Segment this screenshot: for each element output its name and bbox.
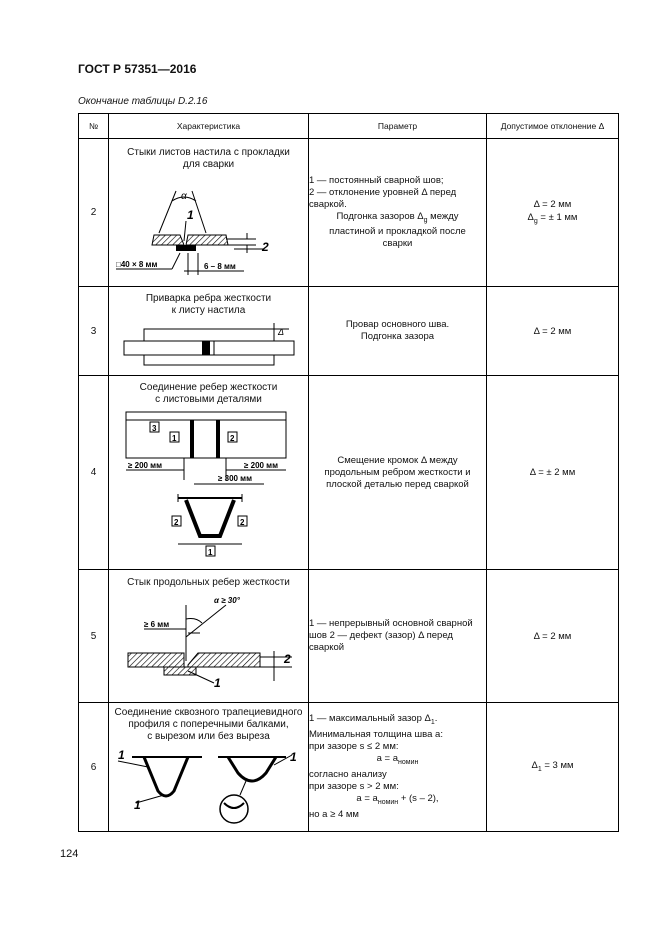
svg-text:≥ 6 мм: ≥ 6 мм (143, 620, 169, 629)
characteristic-cell (109, 703, 309, 832)
table-row (79, 703, 619, 832)
butt-joint-with-backing-diagram (114, 173, 304, 283)
parameter-cell: Провар основного шва. Подгонка зазора (309, 287, 487, 376)
stiffener-plate-connection-diagram (114, 408, 304, 568)
svg-text:1: 1 (171, 433, 176, 443)
tolerance-cell: Δ = 2 мм $\Delta_g$ = ± 1 мм (487, 139, 619, 287)
characteristic-title: Соединение сквозного трапециевидного профиля с поперечными балками, с вырезом или без выреза (114, 707, 303, 742)
parameter-cell: 1 — непрерывный основной сварной шов 2 — дефект (зазор) Δ перед сваркой (309, 570, 487, 703)
col-header-parameter: Параметр (309, 114, 487, 139)
row-number: 2 (79, 139, 109, 287)
characteristic-cell (109, 139, 309, 287)
longitudinal-stiffener-joint-diagram (114, 591, 304, 699)
svg-text:1: 1 (186, 207, 194, 222)
svg-text:6 – 8 мм: 6 – 8 мм (203, 261, 236, 271)
svg-text:2: 2 (229, 433, 234, 443)
svg-text:1: 1 (213, 676, 221, 690)
characteristics-table (78, 113, 619, 832)
characteristic-cell (109, 570, 309, 703)
characteristic-cell (109, 376, 309, 570)
trapezoid-profile-connection-diagram (114, 745, 304, 831)
svg-text:≥ 300 мм: ≥ 300 мм (217, 473, 252, 483)
svg-text:≥ 200 мм: ≥ 200 мм (127, 460, 162, 470)
svg-text:2: 2 (283, 652, 291, 666)
parameter-cell: 1 — максимальный зазор $\Delta_1$. Минимальная толщина шва a: при зазоре s ≤ 2 мм: $a = a_{номин}$ согласно анализу при зазоре s > 2 мм: $a = a_{номин} + (s - 2)$, но a ≥ 4 мм (309, 703, 487, 832)
parameter-cell: Смещение кромок Δ между продольным ребром жесткости и плоской деталью перед сваркой (309, 376, 487, 570)
col-header-characteristic: Характеристика (109, 114, 309, 139)
table-row (79, 139, 619, 287)
svg-text:α ≥ 30°: α ≥ 30° (213, 596, 240, 605)
svg-text:2: 2 (261, 239, 269, 254)
row-number: 3 (79, 287, 109, 376)
col-header-number: № (79, 114, 109, 139)
svg-text:2: 2 (239, 517, 244, 527)
svg-text:Δ: Δ (277, 327, 284, 337)
parameter-cell: 1 — постоянный сварной шов; 2 — отклонение уровней Δ перед сваркой. Подгонка зазоров $\Delta_g$ между пластиной и прокладкой после сварки (309, 139, 487, 287)
svg-text:1: 1 (289, 750, 297, 764)
row-number: 6 (79, 703, 109, 832)
tolerance-cell: $\Delta_1 = 3$ мм (487, 703, 619, 832)
col-header-tolerance: Допустимое отклонение Δ (487, 114, 619, 139)
characteristic-title: Соединение ребер жесткости с листовыми деталями (139, 381, 278, 405)
tolerance-cell: Δ = 2 мм (487, 570, 619, 703)
characteristic-title: Стык продольных ребер жесткости (127, 577, 290, 588)
svg-text:1: 1 (117, 748, 125, 762)
row-number: 5 (79, 570, 109, 703)
svg-text:3: 3 (151, 423, 156, 433)
table-row (79, 287, 619, 376)
tolerance-cell: Δ = 2 мм (487, 287, 619, 376)
row-number: 4 (79, 376, 109, 570)
svg-text:≥ 200 мм: ≥ 200 мм (243, 460, 278, 470)
table-row (79, 376, 619, 570)
table-caption: Окончание таблицы D.2.16 (78, 96, 208, 107)
svg-text:1: 1 (207, 547, 212, 557)
characteristic-cell (109, 287, 309, 376)
svg-text:□40 × 8 мм: □40 × 8 мм (115, 259, 157, 269)
characteristic-title: Приварка ребра жесткости к листу настила (145, 293, 272, 316)
page-number: 124 (60, 848, 79, 860)
svg-text:2: 2 (173, 517, 178, 527)
table-header-row (79, 114, 619, 139)
characteristic-title: Стыки листов настила с прокладки для сварки (127, 146, 290, 170)
stiffener-weld-diagram (114, 319, 304, 373)
svg-text:α: α (180, 190, 187, 202)
table-row (79, 570, 619, 703)
document-header: ГОСТ Р 57351—2016 (78, 62, 197, 76)
tolerance-cell: Δ = ± 2 мм (487, 376, 619, 570)
svg-text:1: 1 (133, 798, 141, 812)
